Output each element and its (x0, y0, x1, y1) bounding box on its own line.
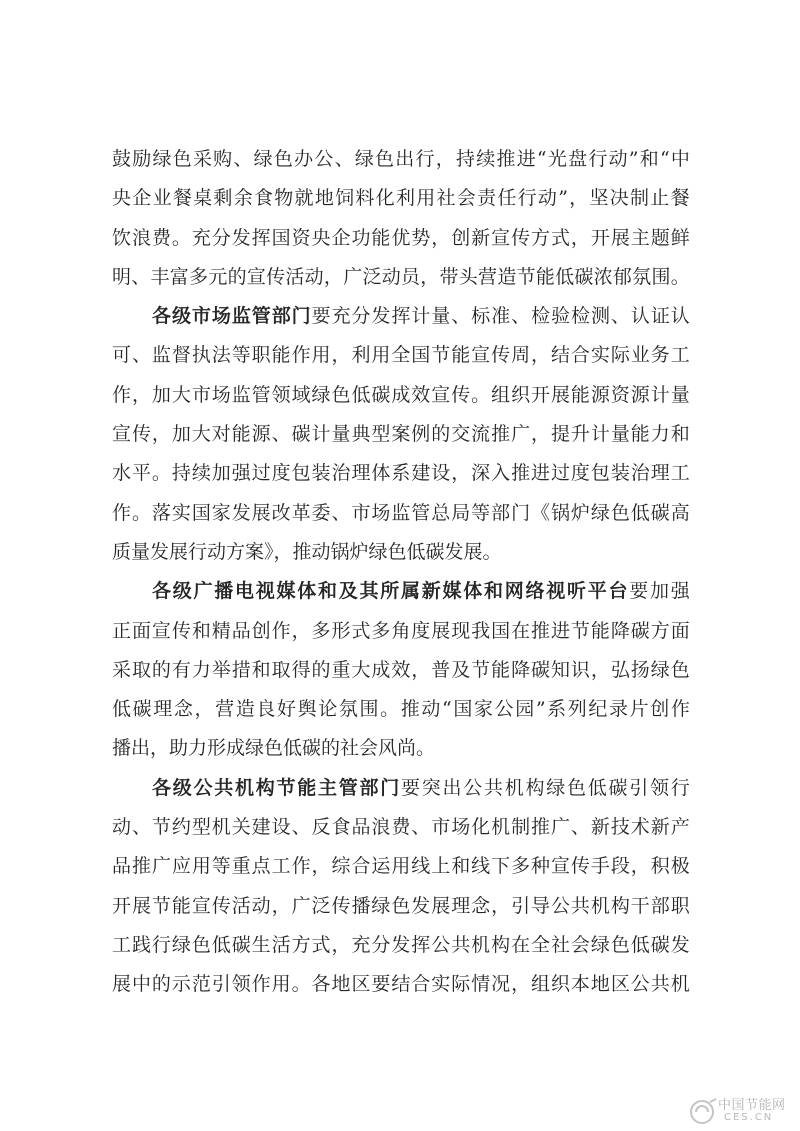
text-line: 作 ， 加 大 市 场 监 管 领 域 绿 色 低 碳 成 效 宣 传 。 组 织 开 展 能 源 资 源 计 量 (112, 383, 690, 406)
text-line: 可 、 监 督 执 法 等 职 能 作 用 ， 利 用 全 国 节 能 宣 传 周 ， 结 合 实 际 业 务 工 (112, 344, 690, 367)
text-line: 低 碳 理 念 ， 营 造 良 好 舆 论 氛 围 。 推 动 “ 国 家 公 园 ” 系 列 纪 录 片 创 作 (112, 698, 690, 721)
text-line: 各 级 市 场 监 管 部 门 要 充 分 发 挥 计 量 、 标 准 、 检 验 检 测 、 认 证 认 (152, 305, 690, 328)
paragraph-1 (112, 140, 690, 297)
watermark (688, 1092, 798, 1128)
text-line: 明 、 丰 富 多 元 的 宣 传 活 动 ， 广 泛 动 员 ， 带 头 营 造 节 能 低 碳 浓 郁 氛 围 。 (112, 265, 690, 288)
text-line: 水 平 。 持 续 加 强 过 度 包 装 治 理 体 系 建 设 ， 深 入 推 进 过 度 包 装 治 理 工 (112, 462, 690, 485)
document-body (112, 140, 690, 1005)
text-line: 工 践 行 绿 色 低 碳 生 活 方 式 ， 充 分 发 挥 公 共 机 构 在 全 社 会 绿 色 低 碳 发 (112, 933, 690, 956)
text-line: 质量发展行动方案》，推动锅炉绿色低碳发展。 (112, 540, 502, 563)
text-line: 各 级 公 共 机 构 节 能 主 管 部 门 要 突 出 公 共 机 构 绿 色 低 碳 引 领 行 (152, 776, 690, 799)
text-line: 宣 传 ， 加 大 对 能 源 、 碳 计 量 典 型 案 例 的 交 流 推 广 ， 提 升 计 量 能 力 和 (112, 423, 690, 446)
watermark-cn: 中国节能网 (718, 1098, 786, 1113)
text-line: 开 展 节 能 宣 传 活 动 ， 广 泛 传 播 绿 色 发 展 理 念 ， 引 导 公 共 机 构 干 部 职 (112, 894, 690, 917)
text-line: 动 、 节 约 型 机 关 建 设 、 反 食 品 浪 费 、 市 场 化 机 制 推 广 、 新 技 术 新 产 (112, 816, 690, 839)
paragraph-2 (112, 297, 690, 572)
text-line: 采 取 的 有 力 举 措 和 取 得 的 重 大 成 效 ， 普 及 节 能 降 碳 知 识 ， 弘 扬 绿 色 (112, 658, 690, 681)
text-line: 展 中 的 示 范 引 领 作 用 。 各 地 区 要 结 合 实 际 情 况 ， 组 织 本 地 区 公 共 机 (112, 973, 690, 996)
paragraph-4 (112, 769, 690, 1005)
text-line: 饮 浪 费 。 充 分 发 挥 国 资 央 企 功 能 优 势 ， 创 新 宣 传 方 式 ， 开 展 主 题 鲜 (112, 226, 690, 249)
text-line: 鼓 励 绿 色 采 购 、 绿 色 办 公 、 绿 色 出 行 ， 持 续 推 进 “ 光 盘 行 动 ” 和 “ 中 (112, 148, 690, 170)
text-line: 央 企 业 餐 桌 剩 余 食 物 就 地 饲 料 化 利 用 社 会 责 任 行 动 ” ， 坚 决 制 止 餐 (112, 187, 690, 210)
ces-logo-icon (688, 1096, 720, 1126)
text-line: 品 推 广 应 用 等 重 点 工 作 ， 综 合 运 用 线 上 和 线 下 多 种 宣 传 手 段 ， 积 极 (112, 855, 690, 878)
watermark-en: CES.CN (724, 1112, 774, 1123)
text-line: 正 面 宣 传 和 精 品 创 作 ， 多 形 式 多 角 度 展 现 我 国 在 推 进 节 能 降 碳 方 面 (112, 619, 690, 642)
text-line: 各 级 广 播 电 视 媒 体 和 及 其 所 属 新 媒 体 和 网 络 视 听 平 台 要 加 强 (152, 580, 690, 603)
text-line: 播出，助力形成绿色低碳的社会风尚。 (112, 737, 436, 760)
text-line: 作 。 落 实 国 家 发 展 改 革 委 、 市 场 监 管 总 局 等 部 门 《 锅 炉 绿 色 低 碳 高 (112, 501, 690, 524)
paragraph-3 (112, 572, 690, 768)
